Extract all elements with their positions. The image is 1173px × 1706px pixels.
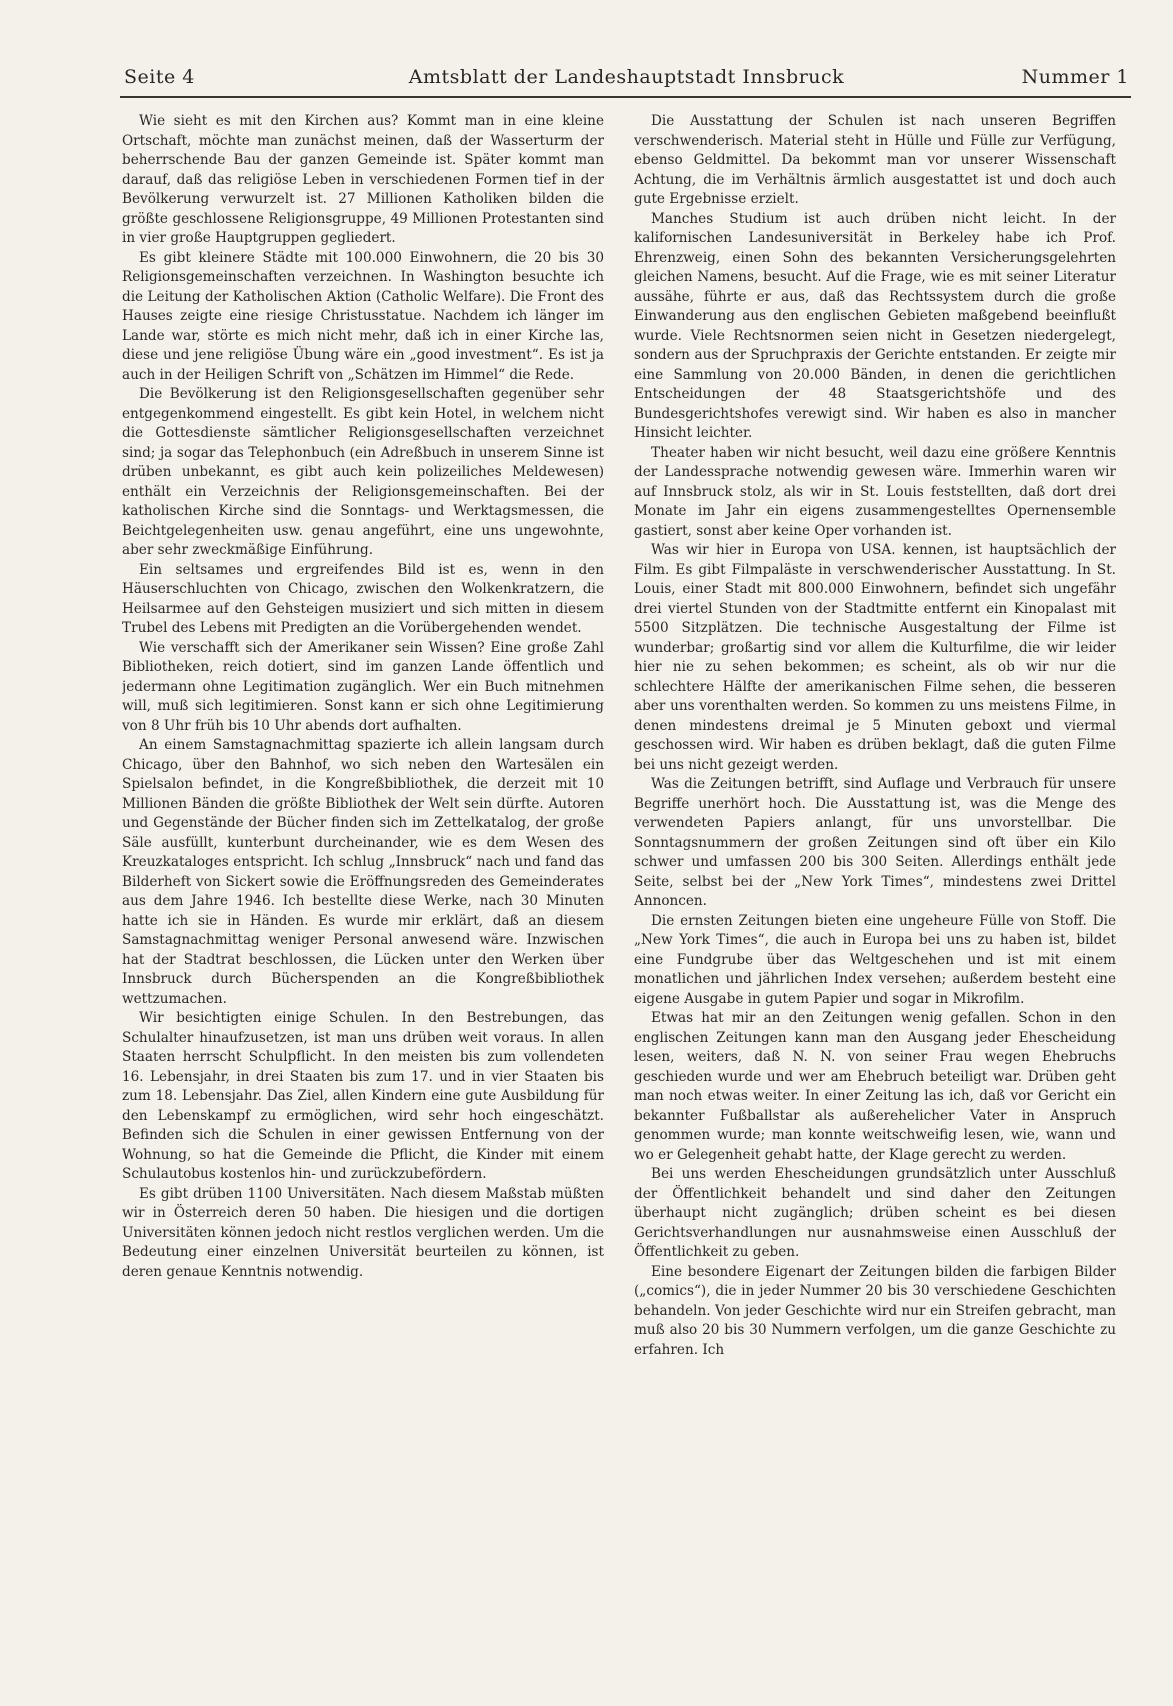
paragraph: Theater haben wir nicht besucht, weil dazu eine größere Kenntnis der Landessprache notwendig gewesen wäre. Immerhin waren wir auf Innsbruck stolz, als wir in St. Louis feststellten, daß dort drei Monate im Jahr ein eigens zusammengestelltes Opernensemble gastiert, sonst aber keine Oper vorhanden ist.: [634, 444, 1116, 539]
paragraph: Was wir hier in Europa von USA. kennen, ist hauptsächlich der Film. Es gibt Filmpaläste in verschwenderischer Ausstattung. In St. Louis, einer Stadt mit 800.000 Einwohnern, befindet sich ungefähr drei viertel Stunden von der Stadtmitte entfernt ein Kinopalast mit 5500 Sitzplätzen. Die technische Ausgestaltung der Filme ist wunderbar; großartig sind vor allem die Kulturfilme, die wir leider hier nie zu sehen bekommen; es scheint, als ob wir nur die schlechtere Hälfte der amerikanischen Filme sehen, die besseren aber uns vorenthalten werden. So kommen zu uns meistens Filme, in denen mindestens dreimal je 5 Minuten geboxt und viermal geschossen wird. Wir haben es drüben beklagt, daß die guten Filme bei uns nicht gezeigt werden.: [634, 542, 1116, 773]
paragraph: Die Bevölkerung ist den Religionsgesellschaften gegenüber sehr entgegenkommend eingestellt. Es gibt kein Hotel, in welchem nicht die Gottesdienste sämtlicher Religionsgesellschaften verzeichnet sind; ja sogar das Telephonbuch (ein Adreßbuch in unserem Sinne ist drüben unbekannt, es gibt auch kein polizeiliches Meldewesen) enthält ein Verzeichnis der Religionsgemeinschaften. Bei der katholischen Kirche sind die Sonntags- und Werktagsmessen, die Beichtgelegenheiten usw. genau angeführt, eine uns ungewohnte, aber sehr zweckmäßige Einführung.: [122, 386, 604, 558]
paragraph: Die Ausstattung der Schulen ist nach unseren Begriffen verschwenderisch. Material steht in Hülle und Fülle zur Verfügung, ebenso Geldmittel. Da bekommt man vor unserer Wissenschaft Achtung, die im Verhältnis ärmlich ausgestattet ist und doch auch gute Ergebnisse erzielt.: [634, 113, 1116, 207]
paragraph: Was die Zeitungen betrifft, sind Auflage und Verbrauch für unsere Begriffe unerhört hoch. Die Ausstattung ist, was die Menge des verwendeten Papiers anlangt, für uns unvorstellbar. Die Sonntagsnummern der großen Zeitungen sind oft über ein Kilo schwer und umfassen 200 bis 300 Seiten. Allerdings enthält jede Seite, selbst bei der „New York Times“, mindestens zwei Drittel Annoncen.: [634, 776, 1116, 909]
paragraph: Es gibt drüben 1100 Universitäten. Nach diesem Maßstab müßten wir in Österreich deren 50 haben. Die hiesigen und die dortigen Universitäten können jedoch nicht restlos verglichen werden. Um die Bedeutung einer einzelnen Universität beurteilen zu können, ist deren genaue Kenntnis notwendig.: [122, 1185, 604, 1280]
paragraph: An einem Samstagnachmittag spazierte ich allein langsam durch Chicago, über den Bahnhof, wo sich neben den Wartesälen ein Spielsalon befindet, in die Kongreßbibliothek, die derzeit mit 10 Millionen Bänden die größte Bibliothek der Welt sein dürfte. Autoren und Gegenstände der Bücher finden sich im Zettelkatalog, der große Säle ausfüllt, kunterbunt durcheinander, wie es dem Wesen des Kreuzkataloges entspricht. Ich schlug „Innsbruck“ nach und fand das Bilderheft von Sickert sowie die Eröffnungsreden des Gemeinderates aus dem Jahre 1946. Ich bestellte diese Werke, nach 30 Minuten hatte ich sie in Händen. Es wurde mir erklärt, daß an diesem Samstagnachmittag weniger Personal anwesend wäre. Inzwischen hat der Stadtrat beschlossen, die Lücken unter den Werken über Innsbruck durch Bücherspenden an die Kongreßbibliothek wettzumachen.: [122, 737, 604, 1007]
paragraph: Die ernsten Zeitungen bieten eine ungeheure Fülle von Stoff. Die „New York Times“, die auch in Europa bei uns zu haben ist, bildet eine Fundgrube über das Weltgeschehen und ist mit einem monatlichen und jährlichen Index versehen; außerdem besteht eine eigene Ausgabe in gutem Papier und sogar in Mikrofilm.: [634, 912, 1116, 1007]
page-header: [124, 66, 1129, 92]
paragraph: Manches Studium ist auch drüben nicht leicht. In der kalifornischen Landesuniversität in Berkeley habe ich Prof. Ehrenzweig, einen Sohn des bekannten Versicherungsgelehrten gleichen Namens, besucht. Auf die Frage, wie es mit seiner Literatur aussähe, führte er aus, daß das Rechtssystem durch die große Einwanderung aus den englischen Gebieten maßgebend beeinflußt wurde. Viele Rechtsnormen seien nicht in Gesetzen niedergelegt, sondern aus der Spruchpraxis der Gerichte entstanden. Er zeigte mir eine Sammlung von 20.000 Bänden, in denen die gerichtlichen Entscheidungen der 48 Staatsgerichtshöfe und des Bundesgerichtshofes verewigt sind. Wir haben es also in mancher Hinsicht leichter.: [634, 210, 1116, 441]
paragraph: Wir besichtigten einige Schulen. In den Bestrebungen, das Schulalter hinaufzusetzen, ist man uns drüben weit voraus. In allen Staaten herrscht Schulpflicht. In den meisten bis zum vollendeten 16. Lebensjahr, in drei Staaten bis zum 17. und in vier Staaten bis zum 18. Lebensjahr. Das Ziel, allen Kindern eine gute Ausbildung für den Lebenskampf zu ermöglichen, wird sehr hoch eingeschätzt. Befinden sich die Schulen in einer gewissen Entfernung von der Wohnung, so hat die Gemeinde die Pflicht, die Kinder mit einem Schulautobus kostenlos hin- und zurückzubefördern.: [122, 1010, 604, 1182]
paragraph: Es gibt kleinere Städte mit 100.000 Einwohnern, die 20 bis 30 Religionsgemeinschaften verzeichnen. In Washington besuchte ich die Leitung der Katholischen Aktion (Catholic Welfare). Die Front des Hauses zeigte eine riesige Christusstatue. Nachdem ich länger im Lande war, störte es mich nicht mehr, daß ich in einer Kirche las, diese und jene religiöse Übung wäre ein „good investment“. Es ist ja auch in der Heiligen Schrift von „Schätzen im Himmel“ die Rede.: [122, 249, 604, 383]
paragraph: Wie sieht es mit den Kirchen aus? Kommt man in eine kleine Ortschaft, möchte man zunächst meinen, daß der Wasserturm der beherrschende Bau der ganzen Gemeinde ist. Später kommt man darauf, daß das religiöse Leben in verschiedenen Formen tief in der Bevölkerung verwurzelt ist. 27 Millionen Katholiken bilden die größte geschlossene Religionsgruppe, 49 Millionen Protestanten sind in vier große Hauptgruppen gegliedert.: [122, 113, 604, 246]
paragraph: Eine besondere Eigenart der Zeitungen bilden die farbigen Bilder („comics“), die in jeder Nummer 20 bis 30 verschiedene Geschichten behandeln. Von jeder Geschichte wird nur ein Streifen gebracht, man muß also 20 bis 30 Nummern verfolgen, um die ganze Geschichte zu erfahren. Ich: [634, 1263, 1116, 1358]
paragraph: Wie verschafft sich der Amerikaner sein Wissen? Eine große Zahl Bibliotheken, reich dotiert, sind im ganzen Lande öffentlich und jedermann ohne Legitimation zugänglich. Wer ein Buch mitnehmen will, muß sich legitimieren. Sonst kann er sich ohne Legitimierung von 8 Uhr früh bis 10 Uhr abends dort aufhalten.: [122, 639, 604, 734]
publication-title: Amtsblatt der Landeshauptstadt Innsbruck: [408, 66, 845, 88]
paragraph: Bei uns werden Ehescheidungen grundsätzlich unter Ausschluß der Öffentlichkeit behandelt und sind daher den Zeitungen überhaupt nicht zugänglich; drüben scheint es bei diesen Gerichtsverhandlungen nur ausnahmsweise einen Ausschluß der Öffentlichkeit zu geben.: [634, 1166, 1116, 1260]
header-rule: [120, 96, 1131, 98]
left-column: [122, 112, 604, 1696]
paragraph: Etwas hat mir an den Zeitungen wenig gefallen. Schon in den englischen Zeitungen kann man den Ausgang jeder Ehescheidung lesen, weiters, daß N. N. von seiner Frau wegen Ehebruchs geschieden wurde und wer am Ehebruch beteiligt war. Drüben geht man noch etwas weiter. In einer Zeitung las ich, daß vor Gericht ein bekannter Fußballstar als außerehelicher Vater in Anspruch genommen wurde; man konnte weitschweifig lesen, wie, wann und wo er Gelegenheit gehabt hatte, der Klage gerecht zu werden.: [634, 1010, 1116, 1163]
right-column: [634, 112, 1116, 1696]
page-number: Seite 4: [124, 66, 195, 88]
issue-number: Nummer 1: [1021, 66, 1129, 88]
paragraph: Ein seltsames und ergreifendes Bild ist es, wenn in den Häuserschluchten von Chicago, zwischen den Wolkenkratzern, die Heilsarmee auf den Gehsteigen musiziert und sich mitten in diesem Trubel des Lebens mit Predigten an die Vorübergehenden wendet.: [122, 561, 604, 636]
